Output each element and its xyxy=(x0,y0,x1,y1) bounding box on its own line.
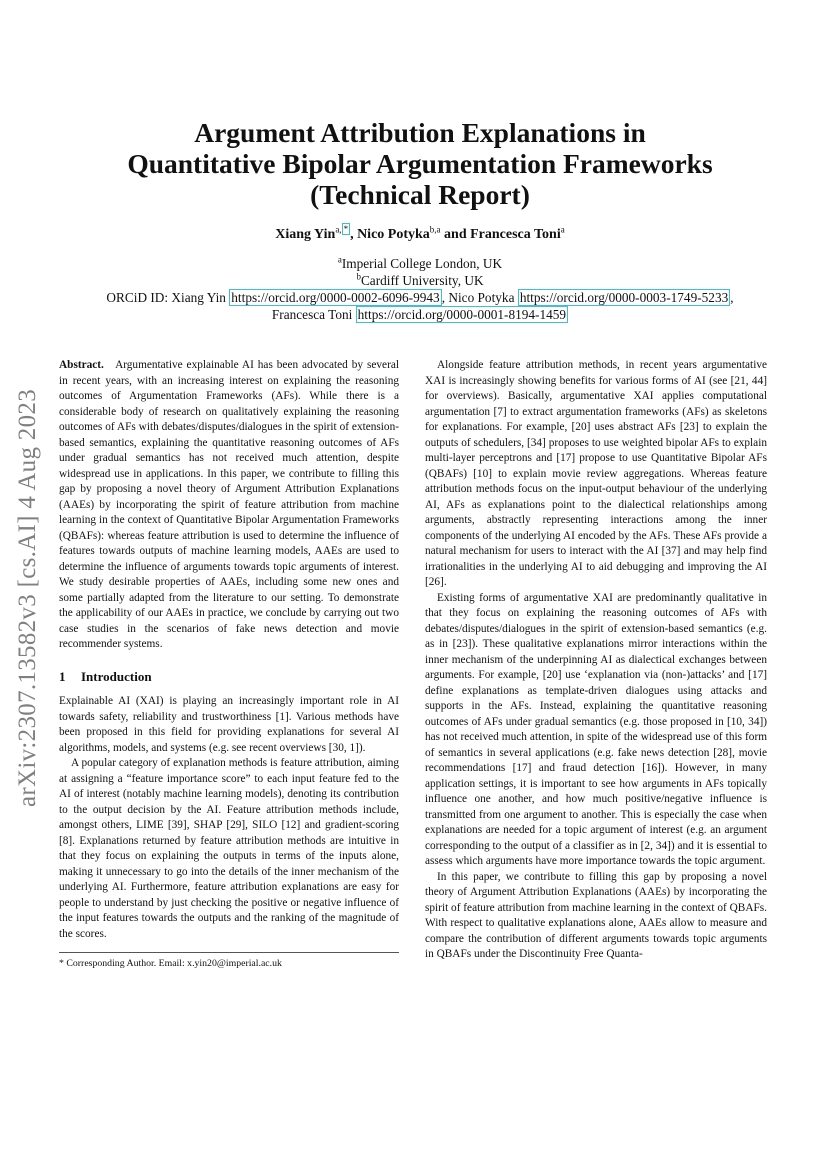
abstract-label: Abstract. xyxy=(59,359,104,371)
section-heading: 1 Introduction xyxy=(59,668,152,684)
intro-paragraph-2: A popular category of explanation methods is feature attribution, aiming at assigning a “feature importance score” to each input feature fed to the AI of interest (notably machine learning models), denoting its contribution to the output decision by the AI. Feature attribution methods include, amongst others, LIME [39], SHAP [29], SILO [12] and gradient-scoring [8]. Explanations returned by feature attribution methods are intuitive in that they focus on explaining the outputs in terms of the inputs alone, making it unnecessary to go into the details of the inner mechanism of the underlying AI. Furthermore, feature attribution explanations are easy for people to understand by just checking the positive or negative influence of the input features towards the outputs and the ranking of the magnitude of the scores. xyxy=(59,757,399,940)
footnote-divider xyxy=(59,952,399,953)
affiliation-a: $^a$Imperial College London, UK xyxy=(337,254,503,271)
title-line-2: Quantitative Bipolar Argumentation Frameworks xyxy=(127,148,713,179)
title-line-3: (Technical Report) xyxy=(310,179,530,210)
orcid-line-2: Francesca Toni https://orcid.org/0000-0001-8194-1459 xyxy=(271,307,567,322)
paper-title xyxy=(70,117,770,210)
author-1-affil: a, xyxy=(335,224,342,235)
orcid-link-toni[interactable]: https://orcid.org/0000-0001-8194-1459 xyxy=(357,307,567,322)
abstract xyxy=(59,358,399,653)
author-3-affil: a xyxy=(560,224,565,235)
right-column xyxy=(425,358,767,963)
author-2-affil: b,a xyxy=(429,224,441,235)
intro-paragraph-5: In this paper, we contribute to filling this gap by proposing a novel theory of Argument Attribution Explanations (AAEs) by incorporating the spirit of feature attribution from machine learning in the context of QBAFs. With respect to qualitative explanations alone, AAEs allow to measure and compare the contribution of different arguments towards topic arguments in QBAFs under the Discontinuity Free Quanta- xyxy=(425,870,767,960)
title-line-1: Argument Attribution Explanations in xyxy=(194,117,646,148)
affiliations xyxy=(40,255,800,323)
corresponding-mark-link[interactable]: * xyxy=(343,224,349,235)
left-column xyxy=(59,358,399,942)
footnote: * Corresponding Author. Email: x.yin20@imperial.ac.uk xyxy=(59,958,282,969)
intro-paragraph-4: Existing forms of argumentative XAI are predominantly qualitative in that they focus on explaining the reasoning outcomes of AFs with debates/disputes/dialogues in the spirit of extension-based semantics (e.g. as in [23]). These qualitative explanations mirror interactions within the inner mechanism of the underpinning AI as dialectical exchanges between arguments. For example, [20] use ‘explanation via (non-)attacks’ and [17] define explanations as template-driven dialogues using attacks and supports in the AFs. Instead, explaining the quantitative reasoning outcomes of AFs under gradual semantics (e.g. those proposed in [10, 34]) has not received much attention, in spite of the widespread use of this form of semantics in several applications (e.g. fake news detection [28], movie recommendations [17] and fraud detection [16]). However, in many application settings, it is important to see how arguments in AFs topically influence one another, and how much positive/negative influence is transmitted from one argument to another. This is especially the case when explanations are needed for a topic argument of interest (e.g. an argument corresponding to the output of a classifier as in [2, 34]) and it is essential to assess which arguments have more importance towards the topic argument. xyxy=(425,591,767,867)
arxiv-identifier: arXiv:2307.13582v3 [cs.AI] 4 Aug 2023 xyxy=(14,388,41,807)
arxiv-sidebar xyxy=(8,355,48,840)
orcid-line-1: ORCiD ID: Xiang Yin https://orcid.org/0000-0002-6096-9943 , Nico Potyka https://orcid.org/0000-0003-1749-5233 , xyxy=(106,290,734,305)
author-1: Xiang Yin xyxy=(275,227,336,242)
intro-paragraph-1: Explainable AI (XAI) is playing an increasingly important role in AI towards safety, reliability and trustworthiness [1]. Various methods have been proposed in this field for providing explanations for several AI algorithms, models, and systems (e.g. see recent overviews [30, 1]). xyxy=(59,695,399,754)
intro-paragraph-3: Alongside feature attribution methods, in recent years argumentative XAI is increasingly showing benefits for various forms of AI (see [21, 44] for overviews). Basically, argumentative XAI applies computational argumentation [7] to extract argumentation frameworks (AFs) as skeletons for explanations. For example, [20] uses abstract AFs [23] to explain the outputs of schedulers, [34] proposes to use weighted bipolar AFs to explain multi-layer perceptrons and [17] propose to use Quantitative Bipolar AFs (QBAFs) [10] to explain movie review aggregations. Whereas feature attribution methods focus on the input-output behaviour of the underlying AI, AFs as explanations point to the dialectical relationships among arguments, abstractly representing interactions among the inner components of the underlying AI encoded by the AFs. These AFs provide a natural mechanism for users to interact with the AI [37] and may help find irrationalities in the underlying AI to aid debugging and improving the AI [26]. xyxy=(425,359,767,588)
abstract-text: Argumentative explainable AI has been advocated by several in recent years, with an increasing interest on explaining the reasoning outcomes of Argumentation Frameworks (AFs). While there is a considerable body of research on qualitatively explaining the reasoning outcomes of AFs with debates/disputes/dialogues in the spirit of extension-based semantics, explaining the quantitative reasoning outcomes of AFs under gradual semantics has not received much attention, despite widespread use in applications. In this paper, we contribute to filling this gap by proposing a novel theory of Argument Attribution Explanations (AAEs) by incorporating the spirit of feature attribution from machine learning in the context of Quantitative Bipolar Argumentation Frameworks (QBAFs): whereas feature attribution is used to determine the influence of features towards outputs of machine learning models, AAEs are used to determine the influence of arguments towards topic arguments of interest. We study desirable properties of AAEs, including some new ones and some partially adapted from the literature to our setting. To demonstrate the applicability of our AAEs in practice, we conclude by carrying out two case studies in the scenarios of fake news detection and movie recommender systems. xyxy=(59,359,399,650)
orcid-link-yin[interactable]: https://orcid.org/0000-0002-6096-9943 xyxy=(231,290,440,305)
author-3: Francesca Toni xyxy=(470,227,561,242)
affiliation-b: $^b$Cardiff University, UK xyxy=(356,271,484,288)
orcid-link-potyka[interactable]: https://orcid.org/0000-0003-1749-5233 xyxy=(519,290,729,305)
author-2: Nico Potyka xyxy=(357,227,430,242)
author-list: Xiang Yin$^{a, *}$ , Nico Potyka$^{b,a}$ and Francesca Toni$^a$ xyxy=(275,224,565,242)
